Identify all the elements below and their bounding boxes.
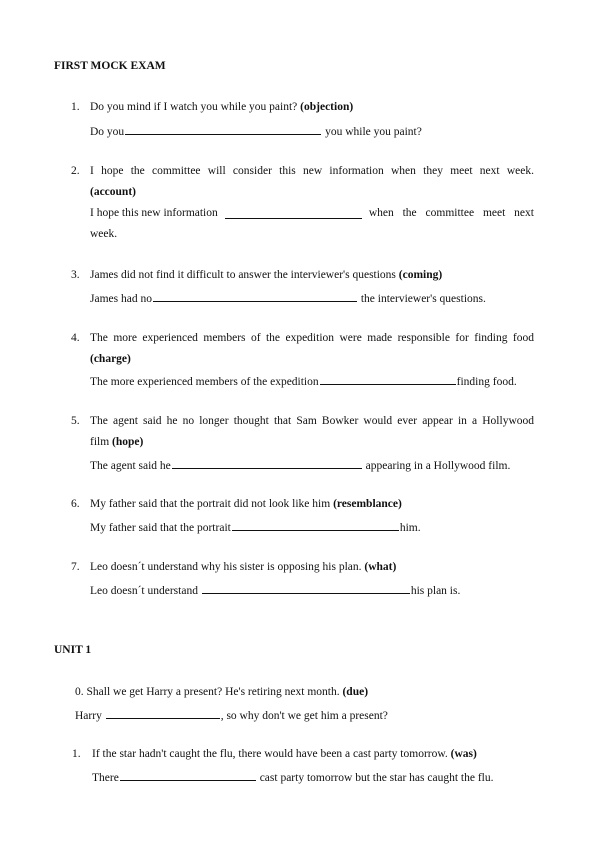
answer-blank[interactable] bbox=[320, 373, 456, 385]
question-number: 5. bbox=[71, 415, 80, 427]
keyword: (resemblance) bbox=[333, 498, 402, 510]
answer-line: My father said that the portrait him. bbox=[90, 519, 534, 534]
question-prompt-continued: film (hope) bbox=[90, 436, 144, 448]
question-number: 6. bbox=[71, 498, 80, 510]
question-prompt: Do you mind if I watch you while you paint? (objection) bbox=[90, 101, 354, 113]
answer-blank[interactable] bbox=[125, 123, 321, 135]
question-number: 2. bbox=[71, 165, 80, 177]
question-number: 1. bbox=[71, 101, 80, 113]
answer-line: The agent said he appearing in a Hollywood film. bbox=[90, 457, 534, 472]
keyword: (due) bbox=[342, 686, 369, 698]
answer-blank[interactable] bbox=[202, 582, 410, 594]
keyword: (coming) bbox=[398, 269, 443, 281]
question-prompt: The agent said he no longer thought that Sam Bowker would ever appear in a Hollywood bbox=[90, 415, 534, 427]
answer-blank[interactable] bbox=[106, 707, 220, 719]
answer-blank[interactable] bbox=[225, 207, 362, 219]
section-title: UNIT 1 bbox=[54, 644, 92, 656]
question-prompt: Leo doesn´t understand why his sister is opposing his plan. (what) bbox=[90, 561, 397, 573]
answer-line: I hope this new information when the committee meet next bbox=[90, 207, 534, 219]
answer-line: Do you you while you paint? bbox=[90, 123, 534, 138]
keyword: (hope) bbox=[112, 436, 144, 448]
answer-line: Leo doesn´t understand his plan is. bbox=[90, 582, 534, 597]
answer-blank[interactable] bbox=[153, 290, 357, 302]
answer-blank[interactable] bbox=[120, 769, 256, 781]
question-prompt: I hope the committee will consider this new information when they meet next week. bbox=[90, 165, 534, 177]
keyword: (account) bbox=[90, 186, 136, 198]
answer-blank[interactable] bbox=[172, 457, 362, 469]
keyword: (was) bbox=[450, 748, 477, 760]
answer-line-continued: week. bbox=[90, 228, 118, 240]
question-number: 4. bbox=[71, 332, 80, 344]
question-number: 1. bbox=[72, 748, 81, 760]
question-prompt: James did not find it difficult to answer the interviewer's questions (coming) bbox=[90, 269, 443, 281]
answer-line: James had no the interviewer's questions. bbox=[90, 290, 534, 305]
question-prompt: If the star hadn't caught the flu, there would have been a cast party tomorrow. (was) bbox=[92, 748, 477, 760]
question-prompt: My father said that the portrait did not look like him (resemblance) bbox=[90, 498, 402, 510]
question-number: 7. bbox=[71, 561, 80, 573]
keyword: (charge) bbox=[90, 353, 131, 365]
example-prompt: 0. Shall we get Harry a present? He's retiring next month. (due) bbox=[75, 686, 369, 698]
keyword: (objection) bbox=[300, 101, 354, 113]
example-answer-line: Harry , so why don't we get him a present? bbox=[75, 707, 388, 722]
question-prompt: The more experienced members of the expedition were made responsible for finding food bbox=[90, 332, 534, 344]
answer-line: There cast party tomorrow but the star has caught the flu. bbox=[92, 769, 493, 784]
answer-blank[interactable] bbox=[232, 519, 399, 531]
page-title: FIRST MOCK EXAM bbox=[54, 60, 166, 72]
keyword: (what) bbox=[364, 561, 397, 573]
answer-line: The more experienced members of the expedition finding food. bbox=[90, 373, 534, 388]
question-number: 3. bbox=[71, 269, 80, 281]
